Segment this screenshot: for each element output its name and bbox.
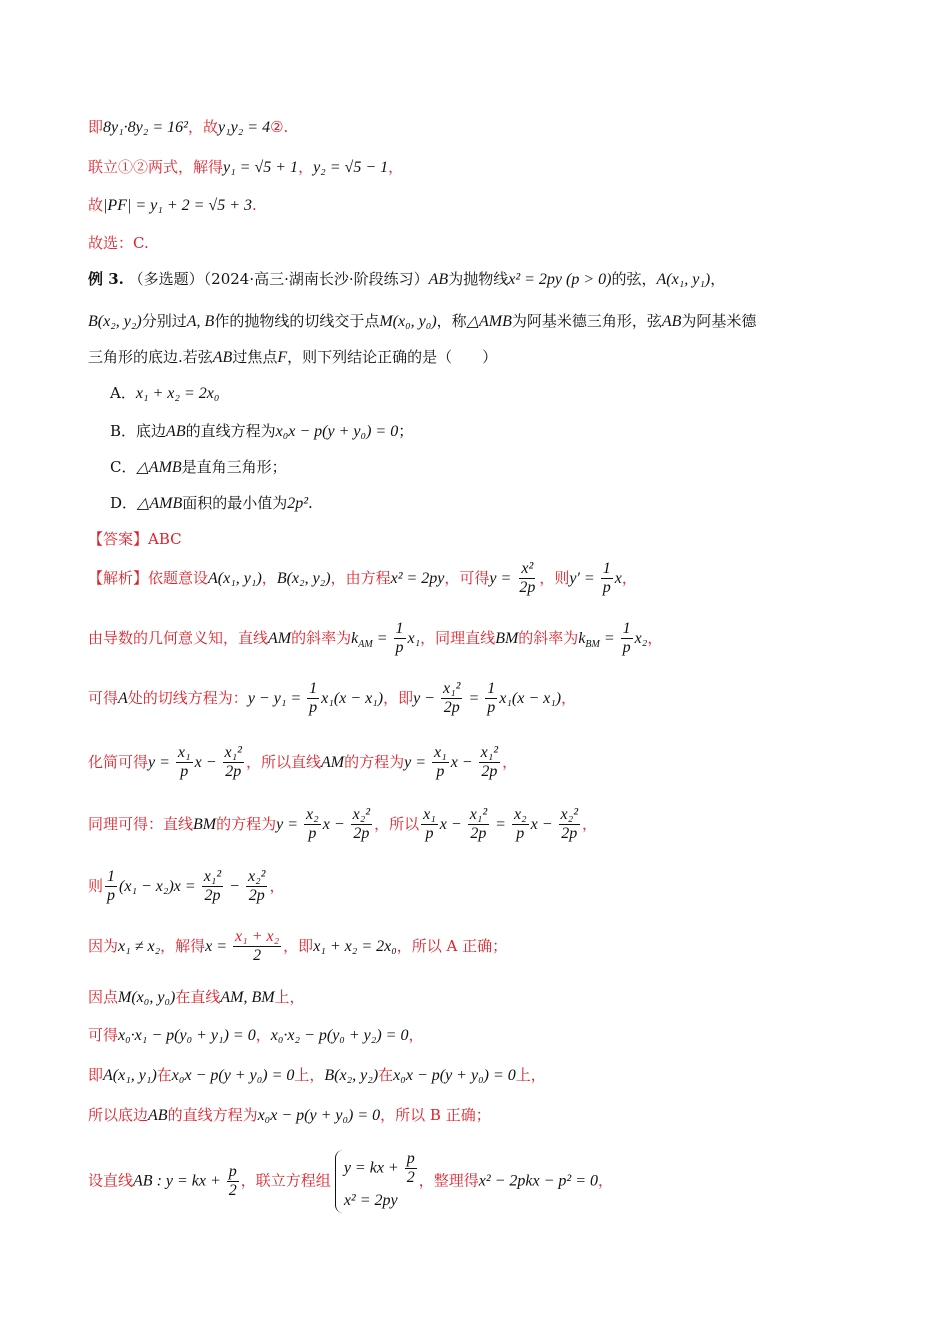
- analysis-row-8: 因点M(x₀, y₀)在直线AM, BM上，: [88, 988, 305, 1006]
- analysis-row-5: 同理可得：直线BM的方程为y = $\frac{\text{x₂}}{p}$ x − $\frac{\text{x₂²}}{2p}$ ，所以 $\frac{\text{x₁}}{p}$ x − $\frac{\text{x₁²}}{2p}$ = $\frac{\text{x₂}}{p}$ x − $\frac{\text{x₂²}}{2p}$ ，: [88, 806, 598, 843]
- option-c: C．△AMB是直角三角形；: [110, 458, 287, 476]
- analysis-row-2: 由导数的几何意义知，直线AM的斜率为$k_{AM}$ = $\frac{1}{p}$ x₁，同理直线BM的斜率为$k_{BM}$ = $\frac{1}{p}$ x₂，: [88, 620, 663, 657]
- solution-choice: 故选：C.: [88, 234, 149, 252]
- analysis-row-3: 可得A处的切线方程为：y − y₁ = $\frac{1}{p}$ x₁(x − x₁)，即y − $\frac{\text{x₁²}}{2p}$ = $\frac{1}{p}$ x₁(x − x₁)，: [88, 680, 577, 717]
- equation-system: y = kx + $\frac{p}{2}$ x² = 2py: [335, 1150, 419, 1213]
- analysis-row-10: 即A(x₁, y₁)在x₀x − p(y + y₀) = 0上，B(x₂, y₂)在x₀x − p(y + y₀) = 0上，: [88, 1066, 546, 1084]
- example-label: 例 3.: [88, 270, 124, 288]
- analysis-row-1: 【解析】依题意设A(x₁, y₁)，B(x₂, y₂)，由方程x² = 2py，可得y = $\frac{\text{x²}}{2p}$ ，则y′ = $\frac{1}{p}$ x，: [88, 560, 637, 597]
- analysis-row-6: 则 $\frac{1}{p}$ (x₁ − x₂)x = $\frac{\text{x₁²}}{2p}$ − $\frac{\text{x₂²}}{2p}$ ，: [88, 868, 285, 905]
- analysis-row-7: 因为x₁ ≠ x₂，解得x = $\frac{\text{x₁ + x₂}}{2}$ ，即x₁ + x₂ = 2x₀，所以 A 正确；: [88, 928, 508, 965]
- analysis-row-12: 设直线AB : y = kx + $\frac{p}{2}$ ，联立方程组 y = kx + $\frac{p}{2}$ x² = 2py ，整理得x² − 2pkx − p² = 0，: [88, 1150, 613, 1213]
- option-a: A．x₁ + x₂ = 2x₀: [110, 384, 220, 402]
- answer-label: 【答案】ABC: [88, 530, 182, 548]
- solution-line-2: 联立①②两式，解得y₁ = √5 + 1，y₂ = √5 − 1，: [88, 158, 404, 176]
- analysis-row-11: 所以底边AB的直线方程为x₀x − p(y + y₀) = 0，所以 B 正确；: [88, 1106, 491, 1124]
- solution-line-3: 故|PF| = y₁ + 2 = √5 + 3.: [88, 196, 257, 214]
- example-3-line-2: B(x₂, y₂)分别过A, B作的抛物线的切线交于点M(x₀, y₀)，称△AMB为阿基米德三角形，弦AB为阿基米德: [88, 312, 757, 330]
- option-d: D．△AMB面积的最小值为2p².: [110, 494, 313, 512]
- solution-line-1: 即8y₁·8y₂ = 16²，故y₁y₂ = 4②.: [88, 118, 289, 136]
- example-3-line-3: 三角形的底边.若弦AB过焦点F，则下列结论正确的是（ ）: [88, 348, 498, 366]
- example-3-line-1: 例 3. （多选题）（2024·高三·湖南长沙·阶段练习）AB为抛物线x² = 2py (p > 0)的弦，A(x₁, y₁)，: [88, 270, 726, 288]
- option-b: B．底边AB的直线方程为x₀x − p(y + y₀) = 0；: [110, 422, 414, 440]
- analysis-row-9: 可得x₀·x₁ − p(y₀ + y₁) = 0，x₀·x₂ − p(y₀ + y₂) = 0，: [88, 1026, 424, 1044]
- analysis-row-4: 化简可得y = $\frac{\text{x₁}}{p}$ x − $\frac{\text{x₁²}}{2p}$ ，所以直线AM的方程为y = $\frac{\text{x₁}}{p}$ x − $\frac{\text{x₁²}}{2p}$ ，: [88, 744, 518, 781]
